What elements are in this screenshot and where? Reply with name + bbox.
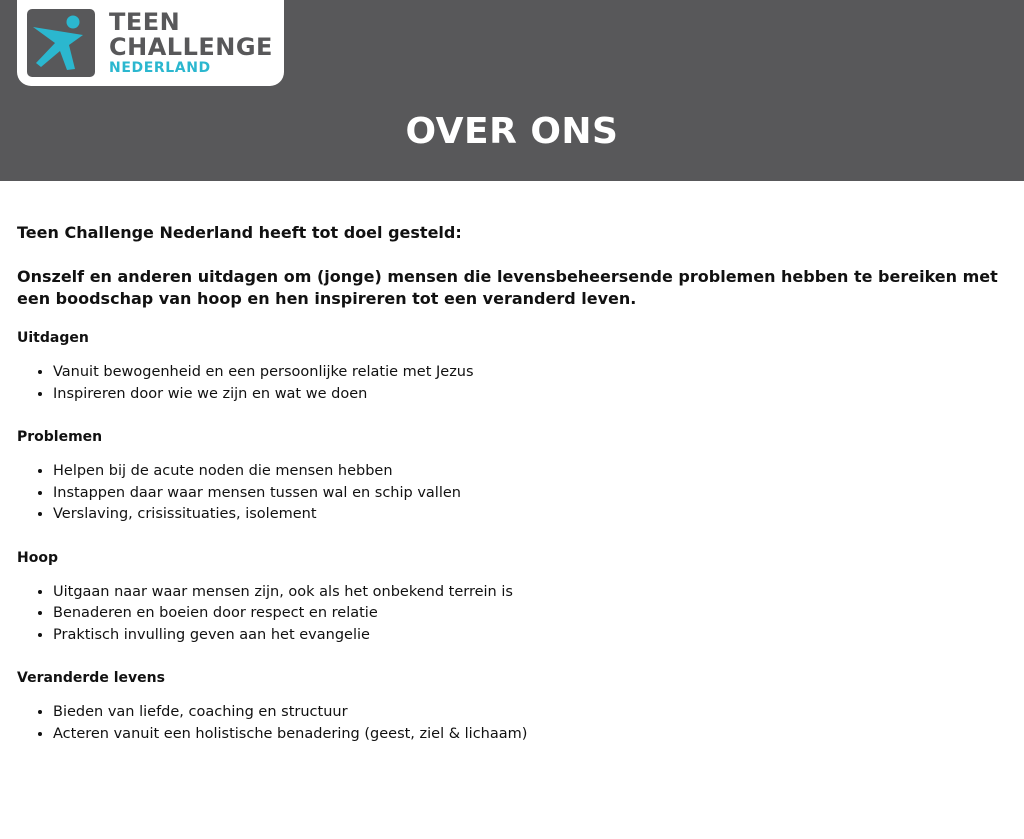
list-item: • Uitgaan naar waar mensen zijn, ook als het onbekend terrein is	[53, 582, 1007, 604]
list-item: • Bieden van liefde, coaching en structuur	[53, 702, 1007, 724]
list-item: • Praktisch invulling geven aan het evangelie	[53, 625, 1007, 647]
page-title: OVER ONS	[405, 111, 619, 152]
logo-line-nederland: NEDERLAND	[109, 60, 211, 76]
list-item: • Instappen daar waar mensen tussen wal en schip vallen	[53, 483, 1007, 505]
list-item: • Verslaving, crisissituaties, isolement	[53, 504, 1007, 526]
mission-statement: Onszelf en anderen uitdagen om (jonge) mensen die levensbeheersende problemen hebben te bereiken met een boodschap van hoop en hen inspireren tot een veranderd leven.	[17, 267, 998, 308]
list-item: • Acteren vanuit een holistische benadering (geest, ziel & lichaam)	[53, 724, 1007, 746]
list-hoop	[17, 582, 1007, 647]
section-heading-veranderde-levens: Veranderde levens	[17, 670, 165, 686]
logo-line-teen: TEEN	[109, 8, 181, 36]
section-heading-uitdagen: Uitdagen	[17, 330, 89, 346]
list-item: • Inspireren door wie we zijn en wat we doen	[53, 384, 1007, 406]
logo-line-challenge: CHALLENGE	[109, 33, 273, 61]
intro-text: Teen Challenge Nederland heeft tot doel gesteld:	[17, 223, 462, 242]
list-uitdagen	[17, 362, 1007, 405]
list-veranderde-levens	[17, 702, 1007, 745]
list-item: • Helpen bij de acute noden die mensen hebben	[53, 461, 1007, 483]
list-item: • Benaderen en boeien door respect en relatie	[53, 603, 1007, 625]
list-item: • Vanuit bewogenheid en een persoonlijke relatie met Jezus	[53, 362, 1007, 384]
list-problemen	[17, 461, 1007, 526]
section-heading-hoop: Hoop	[17, 549, 58, 566]
section-heading-problemen: Problemen	[17, 429, 103, 445]
